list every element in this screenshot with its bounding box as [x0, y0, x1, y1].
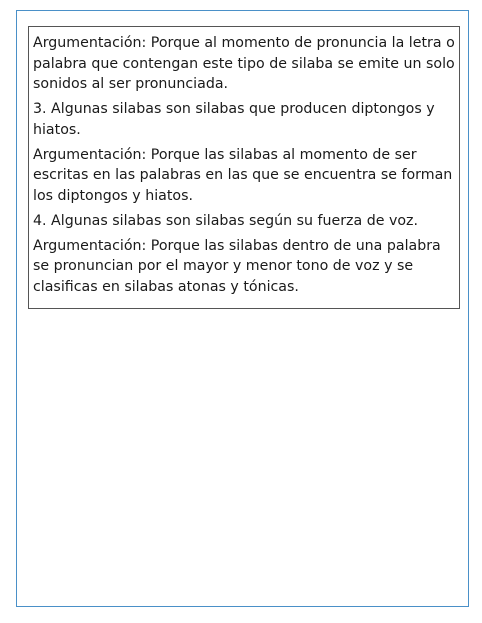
argument-paragraph-3: Argumentación: Porque las silabas dentro de una palabra se pronuncian por el mayor y menor tono de voz y se clasificas en silabas atonas y tónicas. [33, 237, 441, 295]
argument-paragraph-1: Argumentación: Porque al momento de pronuncia la letra o palabra que contengan este tipo de silaba se emite un solo sonidos al ser pronunciada. [33, 35, 455, 92]
argument-paragraph-2: Argumentación: Porque las silabas al momento de ser escritas en las palabras en las que se encuentra se forman los diptongos y hiatos. [33, 146, 453, 204]
statement-paragraph-3: 3. Algunas silabas son silabas que producen diptongos y hiatos. [33, 101, 435, 138]
statement-paragraph-4: 4. Algunas silabas son silabas según su fuerza de voz. [33, 212, 418, 229]
text-box [28, 26, 460, 309]
